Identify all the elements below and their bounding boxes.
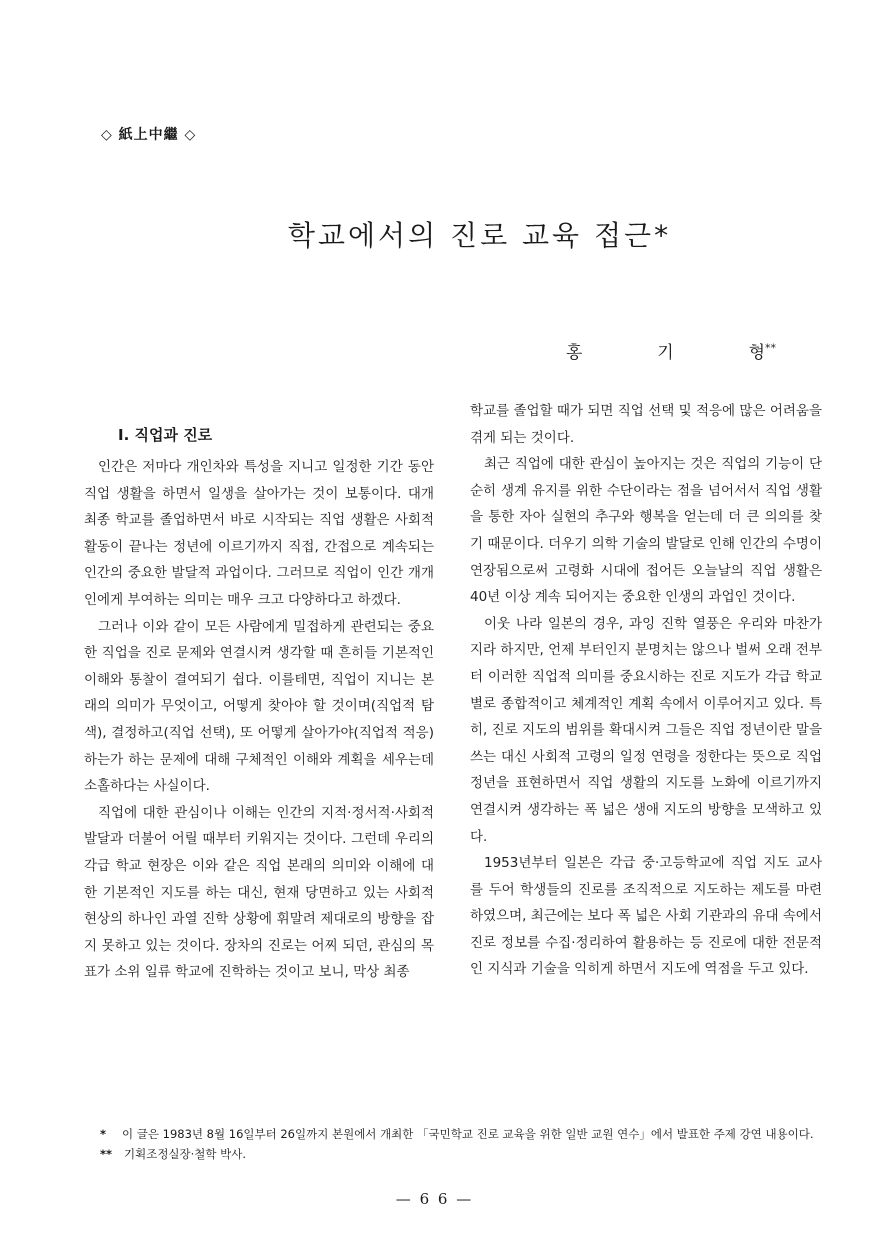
- author-footnote-mark: **: [765, 341, 776, 355]
- author-char-3-text: 형: [748, 343, 765, 363]
- right-paragraph-1: 학교를 졸업할 때가 되면 직업 선택 및 적응에 많은 어려움을 겪게 되는 것이다.: [470, 403, 822, 446]
- left-paragraph-2: 그러나 이와 같이 모든 사람에게 밀접하게 관련되는 중요한 직업을 진로 문제와 연결시켜 생각할 때 흔히들 기본적인 이해와 통찰이 결여되기 쉽다. 이를테면, 직업이 지니는 본래의 의미가 무엇이고, 어떻게 찾아야 할 것이며(직업적 탐색), 결정하고(직업 선택), 또 어떻게 살아가야(직업적 적응) 하는가 하는 문제에 대해 구체적인 이해와 계획을 세우는데 소홀하다는 사실이다.: [84, 618, 434, 795]
- author-char-1: 홍: [566, 343, 583, 363]
- footnote-1-mark: *: [100, 1127, 107, 1141]
- right-paragraph-3: 이웃 나라 일본의 경우, 과잉 진학 열풍은 우리와 마찬가지라 하지만, 언제 부터인지 분명치는 않으나 벌써 오래 전부터 이러한 직업적 의미를 중요시하는 진로 지도가 각급 학교별로 종합적이고 체계적인 계획 속에서 이루어지고 있다. 특히, 진로 지도의 범위를 확대시켜 그들은 직업 정년이란 말을 쓰는 대신 사회적 고령의 일정 연령을 정한다는 뜻으로 직업 정년을 표현하면서 직업 생활의 지도를 노화에 이르기까지 연결시켜 생각하는 폭 넓은 생애 지도의 방향을 모색하고 있다.: [470, 615, 822, 845]
- footnote-2-mark: **: [100, 1147, 113, 1161]
- page-number: — 6 6 —: [395, 1190, 474, 1208]
- author-name: [566, 338, 776, 363]
- author-char-3: [749, 338, 776, 363]
- footnote-1: [100, 1124, 840, 1144]
- author-char-2: 기: [657, 343, 674, 363]
- footnote-1-text: 이 글은 1983년 8월 16일부터 26일까지 본원에서 개최한 「국민학교 진로 교육을 위한 일반 교원 연수」에서 발표한 주제 강연 내용이다.: [122, 1127, 814, 1141]
- right-paragraph-2: 최근 직업에 대한 관심이 높아지는 것은 직업의 기능이 단순히 생계 유지를 위한 수단이라는 점을 넘어서서 직업 생활을 통한 자아 실현의 추구와 행복을 얻는데 더 큰 의의를 찾기 때문이다. 더우기 의학 기술의 발달로 인해 인간의 수명이 연장됨으로써 고령화 시대에 접어든 오늘날의 직업 생활은 40년 이상 계속 되어지는 중요한 인생의 과업인 것이다.: [470, 456, 822, 606]
- left-paragraph-3: 직업에 대한 관심이나 이해는 인간의 지적·정서적·사회적 발달과 더불어 어릴 때부터 키워지는 것이다. 그런데 우리의 각급 학교 현장은 이와 같은 직업 본래의 의미와 이해에 대한 기본적인 지도를 하는 대신, 현재 당면하고 있는 사회적 현상의 하나인 과열 진학 상황에 휘말려 제대로의 방향을 잡지 못하고 있는 것이다. 장차의 진로는 어찌 되던, 관심의 목표가 소위 일류 학교에 진학하는 것이고 보니, 막상 최종: [84, 804, 434, 981]
- footnotes: [100, 1124, 840, 1164]
- section-tag: ◇ 紙上中繼 ◇: [101, 127, 197, 143]
- right-paragraph-4: 1953년부터 일본은 각급 중·고등학교에 직업 지도 교사를 두어 학생들의 진로를 조직적으로 지도하는 제도를 마련하였으며, 최근에는 보다 폭 넓은 사회 기관과의 유대 속에서 진로 정보를 수집·정리하여 활용하는 등 진로에 대한 전문적인 지식과 기술을 익히게 하면서 지도에 역점을 두고 있다.: [470, 855, 822, 978]
- footnote-2-text: 기획조정실장·철학 박사.: [124, 1147, 247, 1161]
- section-heading: Ⅰ. 직업과 진로: [118, 426, 213, 444]
- right-column: [470, 398, 822, 983]
- left-column: [84, 454, 434, 986]
- left-paragraph-1: 인간은 저마다 개인차와 특성을 지니고 일정한 기간 동안 직업 생활을 하면서 일생을 살아가는 것이 보통이다. 대개 최종 학교를 졸업하면서 바로 시작되는 직업 생활은 사회적 활동이 끝나는 정년에 이르기까지 직접, 간접으로 계속되는 인간의 중요한 발달적 과업이다. 그러므로 직업이 인간 개개인에게 부여하는 의미는 매우 크고 다양하다고 하겠다.: [84, 459, 434, 608]
- footnote-2: [100, 1144, 840, 1164]
- footnote-rule: [84, 1118, 824, 1119]
- article-title: 학교에서의 진로 교육 접근*: [287, 219, 672, 252]
